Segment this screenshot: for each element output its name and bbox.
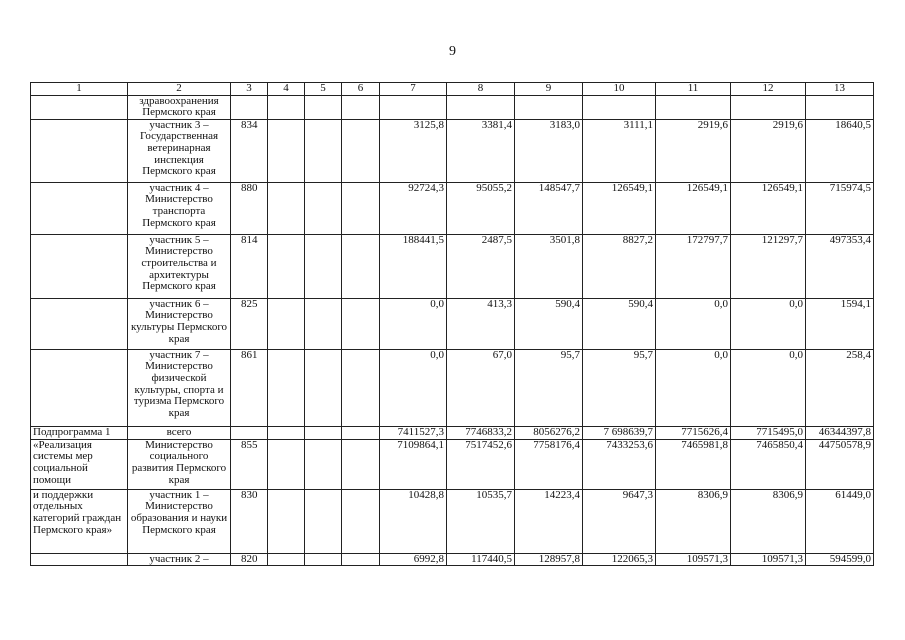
participant-cell: участник 4 – Министерство транспорта Пермского края (128, 182, 231, 234)
code-cell: 834 (231, 119, 268, 182)
value-cell-col-12: 7715495,0 (731, 426, 806, 439)
empty-cell (342, 349, 380, 426)
value-cell-col-13: 44750578,9 (806, 439, 874, 489)
value-cell-col-9: 3183,0 (515, 119, 583, 182)
value-cell-col-7: 6992,8 (380, 553, 447, 566)
empty-cell (342, 95, 380, 119)
empty-cell (342, 439, 380, 489)
value-cell-col-11: 0,0 (656, 298, 731, 349)
header-col-1: 1 (31, 83, 128, 96)
value-cell-col-11: 109571,3 (656, 553, 731, 566)
value-cell-col-12 (731, 95, 806, 119)
table-row (31, 298, 874, 349)
empty-cell (342, 119, 380, 182)
value-cell-col-11: 2919,6 (656, 119, 731, 182)
empty-cell (305, 119, 342, 182)
value-cell-col-7 (380, 95, 447, 119)
empty-cell (268, 119, 305, 182)
value-cell-col-7: 7109864,1 (380, 439, 447, 489)
empty-cell (305, 298, 342, 349)
value-cell-col-8: 95055,2 (447, 182, 515, 234)
participant-cell: участник 6 – Министерство культуры Пермского края (128, 298, 231, 349)
value-cell-col-10: 122065,3 (583, 553, 656, 566)
code-cell (231, 95, 268, 119)
program-cell: «Реализация системы мер социальной помощи (31, 439, 128, 489)
participant-cell: участник 1 – Министерство образования и науки Пермского края (128, 489, 231, 553)
table-row (31, 119, 874, 182)
value-cell-col-13: 61449,0 (806, 489, 874, 553)
value-cell-col-10: 7433253,6 (583, 439, 656, 489)
participant-cell: участник 7 – Министерство физической культуры, спорта и туризма Пермского края (128, 349, 231, 426)
empty-cell (268, 298, 305, 349)
header-col-8: 8 (447, 83, 515, 96)
empty-cell (305, 349, 342, 426)
empty-cell (305, 426, 342, 439)
table-row (31, 182, 874, 234)
value-cell-col-9: 7758176,4 (515, 439, 583, 489)
value-cell-col-13 (806, 95, 874, 119)
code-cell: 820 (231, 553, 268, 566)
program-cell (31, 119, 128, 182)
table-row (31, 234, 874, 298)
empty-cell (342, 234, 380, 298)
value-cell-col-8: 10535,7 (447, 489, 515, 553)
code-cell: 855 (231, 439, 268, 489)
value-cell-col-10: 126549,1 (583, 182, 656, 234)
header-col-2: 2 (128, 83, 231, 96)
value-cell-col-13: 594599,0 (806, 553, 874, 566)
participant-cell: участник 5 – Министерство строительства и архитектуры Пермского края (128, 234, 231, 298)
empty-cell (268, 349, 305, 426)
value-cell-col-8: 117440,5 (447, 553, 515, 566)
participant-cell: здравоохранения Пермского края (128, 95, 231, 119)
value-cell-col-7: 188441,5 (380, 234, 447, 298)
value-cell-col-12: 109571,3 (731, 553, 806, 566)
value-cell-col-11: 0,0 (656, 349, 731, 426)
value-cell-col-7: 92724,3 (380, 182, 447, 234)
value-cell-col-8: 2487,5 (447, 234, 515, 298)
value-cell-col-12: 8306,9 (731, 489, 806, 553)
value-cell-col-13: 258,4 (806, 349, 874, 426)
code-cell: 814 (231, 234, 268, 298)
value-cell-col-8: 413,3 (447, 298, 515, 349)
program-cell (31, 95, 128, 119)
participant-cell: всего (128, 426, 231, 439)
value-cell-col-9: 590,4 (515, 298, 583, 349)
value-cell-col-8: 3381,4 (447, 119, 515, 182)
empty-cell (268, 489, 305, 553)
value-cell-col-10: 7 698639,7 (583, 426, 656, 439)
value-cell-col-9: 8056276,2 (515, 426, 583, 439)
value-cell-col-13: 46344397,8 (806, 426, 874, 439)
program-cell (31, 234, 128, 298)
value-cell-col-9: 148547,7 (515, 182, 583, 234)
value-cell-col-10: 95,7 (583, 349, 656, 426)
value-cell-col-11: 126549,1 (656, 182, 731, 234)
value-cell-col-12: 0,0 (731, 298, 806, 349)
value-cell-col-11 (656, 95, 731, 119)
value-cell-col-13: 497353,4 (806, 234, 874, 298)
value-cell-col-8: 7746833,2 (447, 426, 515, 439)
code-cell: 830 (231, 489, 268, 553)
header-col-6: 6 (342, 83, 380, 96)
value-cell-col-10: 3111,1 (583, 119, 656, 182)
header-col-10: 10 (583, 83, 656, 96)
header-row (31, 83, 874, 96)
program-cell (31, 182, 128, 234)
header-col-7: 7 (380, 83, 447, 96)
value-cell-col-8: 7517452,6 (447, 439, 515, 489)
value-cell-col-13: 715974,5 (806, 182, 874, 234)
program-cell (31, 298, 128, 349)
empty-cell (342, 489, 380, 553)
value-cell-col-10: 9647,3 (583, 489, 656, 553)
budget-table (30, 82, 874, 566)
table-row (31, 95, 874, 119)
header-col-9: 9 (515, 83, 583, 96)
header-col-12: 12 (731, 83, 806, 96)
code-cell (231, 426, 268, 439)
value-cell-col-10: 590,4 (583, 298, 656, 349)
program-cell: Подпрограмма 1 (31, 426, 128, 439)
code-cell: 861 (231, 349, 268, 426)
value-cell-col-10: 8827,2 (583, 234, 656, 298)
table-row (31, 553, 874, 566)
program-cell (31, 553, 128, 566)
table-row (31, 349, 874, 426)
value-cell-col-7: 0,0 (380, 298, 447, 349)
value-cell-col-7: 3125,8 (380, 119, 447, 182)
empty-cell (268, 95, 305, 119)
table-row (31, 439, 874, 489)
empty-cell (268, 426, 305, 439)
program-cell: и поддержки отдельных категорий граждан Пермского края» (31, 489, 128, 553)
value-cell-col-12: 2919,6 (731, 119, 806, 182)
value-cell-col-12: 126549,1 (731, 182, 806, 234)
header-col-5: 5 (305, 83, 342, 96)
empty-cell (268, 553, 305, 566)
program-cell (31, 349, 128, 426)
value-cell-col-13: 1594,1 (806, 298, 874, 349)
value-cell-col-7: 0,0 (380, 349, 447, 426)
empty-cell (305, 182, 342, 234)
value-cell-col-9: 95,7 (515, 349, 583, 426)
value-cell-col-9: 3501,8 (515, 234, 583, 298)
participant-cell: участник 3 – Государственная ветеринарная инспекция Пермского края (128, 119, 231, 182)
value-cell-col-12: 0,0 (731, 349, 806, 426)
header-col-4: 4 (268, 83, 305, 96)
header-col-13: 13 (806, 83, 874, 96)
empty-cell (305, 234, 342, 298)
value-cell-col-11: 7465981,8 (656, 439, 731, 489)
value-cell-col-8: 67,0 (447, 349, 515, 426)
header-col-11: 11 (656, 83, 731, 96)
value-cell-col-10 (583, 95, 656, 119)
page-number: 9 (449, 44, 456, 59)
empty-cell (268, 182, 305, 234)
empty-cell (342, 426, 380, 439)
value-cell-col-7: 10428,8 (380, 489, 447, 553)
empty-cell (342, 298, 380, 349)
value-cell-col-11: 8306,9 (656, 489, 731, 553)
code-cell: 825 (231, 298, 268, 349)
empty-cell (268, 439, 305, 489)
value-cell-col-9: 128957,8 (515, 553, 583, 566)
value-cell-col-12: 7465850,4 (731, 439, 806, 489)
header-col-3: 3 (231, 83, 268, 96)
participant-cell: участник 2 – (128, 553, 231, 566)
value-cell-col-8 (447, 95, 515, 119)
empty-cell (305, 95, 342, 119)
empty-cell (305, 553, 342, 566)
empty-cell (342, 182, 380, 234)
value-cell-col-9: 14223,4 (515, 489, 583, 553)
empty-cell (305, 439, 342, 489)
value-cell-col-11: 172797,7 (656, 234, 731, 298)
empty-cell (268, 234, 305, 298)
table-body (31, 95, 874, 566)
code-cell: 880 (231, 182, 268, 234)
participant-cell: Министерство социального развития Пермского края (128, 439, 231, 489)
empty-cell (342, 553, 380, 566)
value-cell-col-13: 18640,5 (806, 119, 874, 182)
value-cell-col-11: 7715626,4 (656, 426, 731, 439)
table-row (31, 489, 874, 553)
value-cell-col-9 (515, 95, 583, 119)
value-cell-col-12: 121297,7 (731, 234, 806, 298)
value-cell-col-7: 7411527,3 (380, 426, 447, 439)
empty-cell (305, 489, 342, 553)
table-row (31, 426, 874, 439)
